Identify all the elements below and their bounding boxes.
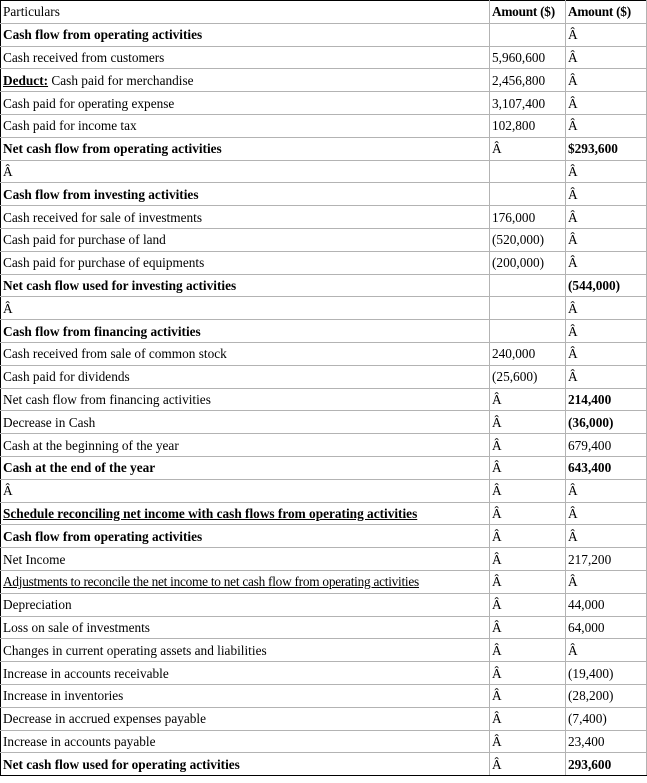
total-cell: Â <box>566 479 647 502</box>
total-cell: Â <box>566 228 647 251</box>
header-amount-2: Amount ($) <box>566 1 647 24</box>
table-row <box>1 46 647 69</box>
amount-cell: Â <box>490 502 566 525</box>
amount-cell: (520,000) <box>490 228 566 251</box>
table-row <box>1 206 647 229</box>
particulars-cell: Cash paid for income tax <box>1 114 490 137</box>
particulars-cell: Depreciation <box>1 593 490 616</box>
table-row <box>1 251 647 274</box>
particulars-cell: Net cash flow from financing activities <box>1 388 490 411</box>
amount-cell: 5,960,600 <box>490 46 566 69</box>
amount-cell: Â <box>490 456 566 479</box>
amount-cell <box>490 274 566 297</box>
amount-cell <box>490 183 566 206</box>
amount-cell: (25,600) <box>490 365 566 388</box>
particulars-cell: Cash received from customers <box>1 46 490 69</box>
amount-cell: Â <box>490 707 566 730</box>
total-cell: Â <box>566 365 647 388</box>
particulars-cell: Cash at the beginning of the year <box>1 434 490 457</box>
table-row <box>1 365 647 388</box>
total-cell: Â <box>566 69 647 92</box>
particulars-cell: Cash received for sale of investments <box>1 206 490 229</box>
total-cell: $293,600 <box>566 137 647 160</box>
total-cell: 214,400 <box>566 388 647 411</box>
amount-cell: 3,107,400 <box>490 92 566 115</box>
header-amount-1: Amount ($) <box>490 1 566 24</box>
particulars-cell: Cash paid for dividends <box>1 365 490 388</box>
total-cell: Â <box>566 23 647 46</box>
particulars-cell: Net Income <box>1 548 490 571</box>
particulars-cell: Net cash flow used for operating activities <box>1 753 490 776</box>
table-row <box>1 183 647 206</box>
amount-cell: Â <box>490 616 566 639</box>
amount-cell: Â <box>490 388 566 411</box>
table-row <box>1 137 647 160</box>
total-cell: (544,000) <box>566 274 647 297</box>
particulars-cell: Cash paid for purchase of land <box>1 228 490 251</box>
total-cell: Â <box>566 320 647 343</box>
table-row <box>1 662 647 685</box>
table-row <box>1 274 647 297</box>
particulars-cell: Decrease in accrued expenses payable <box>1 707 490 730</box>
amount-cell: Â <box>490 753 566 776</box>
particulars-cell: Cash paid for purchase of equipments <box>1 251 490 274</box>
particulars-cell: Adjustments to reconcile the net income to net cash flow from operating activities <box>1 570 490 593</box>
table-row <box>1 228 647 251</box>
table-row <box>1 616 647 639</box>
particulars-text: Cash paid for merchandise <box>48 72 194 88</box>
particulars-cell: Schedule reconciling net income with cash flows from operating activities <box>1 502 490 525</box>
amount-cell: Â <box>490 639 566 662</box>
amount-cell: 102,800 <box>490 114 566 137</box>
table-row <box>1 92 647 115</box>
amount-cell: Â <box>490 548 566 571</box>
table-row <box>1 684 647 707</box>
total-cell: Â <box>566 525 647 548</box>
header-particulars: Particulars <box>1 1 490 24</box>
total-cell: Â <box>566 92 647 115</box>
total-cell: 23,400 <box>566 730 647 753</box>
particulars-cell: Â <box>1 297 490 320</box>
total-cell: (36,000) <box>566 411 647 434</box>
table-row <box>1 639 647 662</box>
total-cell: Â <box>566 183 647 206</box>
table-row <box>1 707 647 730</box>
amount-cell <box>490 320 566 343</box>
amount-cell: Â <box>490 479 566 502</box>
amount-cell: Â <box>490 434 566 457</box>
particulars-cell: Loss on sale of investments <box>1 616 490 639</box>
amount-cell: Â <box>490 570 566 593</box>
table-row <box>1 160 647 183</box>
amount-cell: Â <box>490 137 566 160</box>
total-cell: 679,400 <box>566 434 647 457</box>
table-row <box>1 434 647 457</box>
total-cell: (28,200) <box>566 684 647 707</box>
table-row <box>1 730 647 753</box>
table-row <box>1 593 647 616</box>
table-row <box>1 69 647 92</box>
total-cell: Â <box>566 114 647 137</box>
particulars-cell: Changes in current operating assets and liabilities <box>1 639 490 662</box>
table-row <box>1 525 647 548</box>
particulars-cell: Decrease in Cash <box>1 411 490 434</box>
particulars-cell: Increase in accounts receivable <box>1 662 490 685</box>
table-row <box>1 502 647 525</box>
total-cell: Â <box>566 342 647 365</box>
total-cell: 217,200 <box>566 548 647 571</box>
particulars-cell: Cash flow from investing activities <box>1 183 490 206</box>
particulars-cell: Cash flow from operating activities <box>1 23 490 46</box>
total-cell: Â <box>566 570 647 593</box>
table-row <box>1 23 647 46</box>
amount-cell <box>490 160 566 183</box>
particulars-cell: Increase in inventories <box>1 684 490 707</box>
amount-cell: Â <box>490 411 566 434</box>
table-row <box>1 114 647 137</box>
particulars-cell: Cash flow from financing activities <box>1 320 490 343</box>
table-row <box>1 479 647 502</box>
table-row <box>1 456 647 479</box>
particulars-cell: Net cash flow used for investing activities <box>1 274 490 297</box>
table-row <box>1 570 647 593</box>
amount-cell: 2,456,800 <box>490 69 566 92</box>
amount-cell: 240,000 <box>490 342 566 365</box>
amount-cell <box>490 23 566 46</box>
table-row <box>1 753 647 776</box>
amount-cell: Â <box>490 684 566 707</box>
total-cell: 44,000 <box>566 593 647 616</box>
particulars-cell: Cash at the end of the year <box>1 456 490 479</box>
table-row <box>1 297 647 320</box>
table-row <box>1 342 647 365</box>
amount-cell: Â <box>490 593 566 616</box>
amount-cell: 176,000 <box>490 206 566 229</box>
total-cell: Â <box>566 639 647 662</box>
amount-cell: (200,000) <box>490 251 566 274</box>
table-row <box>1 411 647 434</box>
table-row <box>1 548 647 571</box>
particulars-cell: Increase in accounts payable <box>1 730 490 753</box>
total-cell: Â <box>566 251 647 274</box>
particulars-cell: Â <box>1 479 490 502</box>
amount-cell <box>490 297 566 320</box>
total-cell: Â <box>566 160 647 183</box>
amount-cell: Â <box>490 525 566 548</box>
particulars-cell: Â <box>1 160 490 183</box>
amount-cell: Â <box>490 662 566 685</box>
deduct-label: Deduct: <box>3 72 49 88</box>
total-cell: (19,400) <box>566 662 647 685</box>
table-row <box>1 388 647 411</box>
particulars-cell <box>1 69 490 92</box>
table-header-row <box>1 1 647 24</box>
particulars-cell: Cash flow from operating activities <box>1 525 490 548</box>
particulars-cell: Cash received from sale of common stock <box>1 342 490 365</box>
particulars-cell: Net cash flow from operating activities <box>1 137 490 160</box>
total-cell: (7,400) <box>566 707 647 730</box>
total-cell: Â <box>566 297 647 320</box>
amount-cell: Â <box>490 730 566 753</box>
total-cell: 643,400 <box>566 456 647 479</box>
total-cell: Â <box>566 46 647 69</box>
total-cell: 64,000 <box>566 616 647 639</box>
total-cell: Â <box>566 502 647 525</box>
total-cell: Â <box>566 206 647 229</box>
particulars-cell: Cash paid for operating expense <box>1 92 490 115</box>
table-row <box>1 320 647 343</box>
total-cell: 293,600 <box>566 753 647 776</box>
